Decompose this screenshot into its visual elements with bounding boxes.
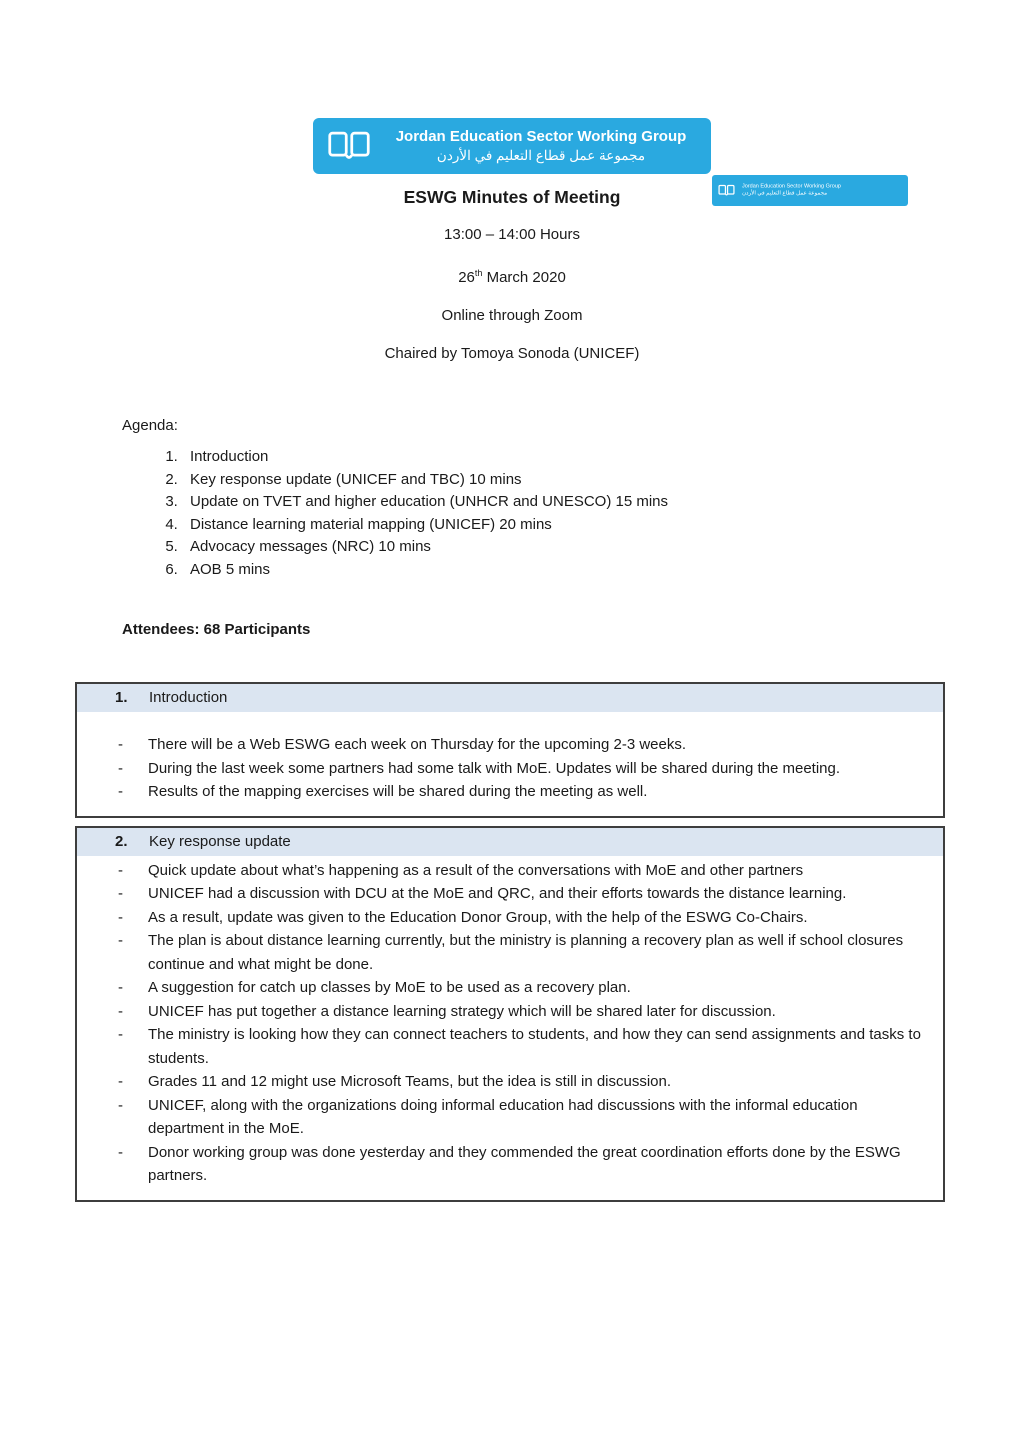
bullet-text: Results of the mapping exercises will be shared during the meeting as well.	[148, 783, 648, 800]
bullet-item	[118, 1070, 929, 1094]
section-1-table	[75, 682, 945, 818]
bullet-item	[118, 1000, 929, 1024]
bullet-item	[118, 733, 929, 757]
bullet-item	[118, 859, 929, 883]
bullet-item	[118, 882, 929, 906]
section-title: Key response update	[149, 832, 291, 850]
dash-marker	[118, 1070, 148, 1094]
bullet-item	[118, 929, 929, 976]
agenda-item: 4. Distance learning material mapping (UNICEF) 20 mins	[182, 514, 1024, 537]
bullet-item	[118, 1023, 929, 1070]
bullet-text: UNICEF has put together a distance learning strategy which will be shared later for discussion.	[148, 1002, 776, 1020]
open-book-icon	[327, 130, 371, 162]
section-1-header	[77, 684, 943, 712]
header-logo-small	[712, 175, 908, 206]
bullet-item	[118, 1094, 929, 1141]
bullet-text: During the last week some partners had some talk with MoE. Updates will be shared during the meeting.	[148, 759, 841, 777]
agenda-item: 2. Key response update (UNICEF and TBC) 10 mins	[182, 469, 1024, 492]
bullet-text: The plan is about distance learning currently, but the ministry is planning a recovery plan as well if school closures continue and what might be done.	[148, 932, 904, 973]
agenda-list	[122, 446, 1024, 581]
date-day: 26	[458, 269, 475, 286]
bullet-text: Grades 11 and 12 might use Microsoft Teams, but the idea is still in discussion.	[148, 1073, 672, 1090]
bullet-text: UNICEF, along with the organizations doing informal education had discussions with the informal education department in the MoE.	[148, 1096, 858, 1137]
meeting-date	[0, 261, 1024, 290]
bullet-item	[118, 1141, 929, 1188]
logo-name-ar: مجموعة عمل قطاع التعليم في الأردن	[742, 190, 828, 197]
section-2-header	[77, 828, 943, 856]
agenda-item: 1. Introduction	[182, 446, 1024, 469]
bullet-text: The ministry is looking how they can connect teachers to students, and how they can send assignments and tasks to students.	[148, 1026, 921, 1067]
logo-name-en: Jordan Education Sector Working Group	[395, 127, 687, 145]
open-book-icon	[718, 184, 735, 197]
meeting-chair: Chaired by Tomoya Sonoda (UNICEF)	[384, 345, 640, 362]
section-1-body	[77, 712, 943, 816]
logo-name-ar: مجموعة عمل قطاع التعليم في الأردن	[436, 147, 646, 163]
page-title: ESWG Minutes of Meeting	[403, 187, 621, 207]
dash-marker	[118, 859, 148, 883]
main-logo	[313, 118, 711, 174]
dash-marker	[118, 1141, 148, 1188]
agenda-section	[122, 417, 1024, 581]
dash-marker	[118, 1094, 148, 1141]
section-number: 1.	[115, 689, 128, 706]
dash-marker	[118, 906, 148, 930]
dash-marker	[118, 882, 148, 906]
dash-marker	[118, 780, 148, 804]
bullet-text: As a result, update was given to the Education Donor Group, with the help of the ESWG Co-Chairs.	[148, 908, 808, 926]
logo-text	[742, 184, 841, 198]
date-rest: March 2020	[482, 269, 566, 286]
dash-marker	[118, 757, 148, 781]
dash-marker	[118, 1023, 148, 1070]
section-2-body	[77, 856, 943, 1200]
logo-name-en: Jordan Education Sector Working Group	[742, 183, 842, 190]
bullet-text: Donor working group was done yesterday and they commended the great coordination efforts done by the ESWG partners.	[148, 1143, 901, 1184]
agenda-heading: Agenda:	[122, 417, 178, 434]
dash-marker	[118, 733, 148, 757]
date-ordinal: th	[474, 268, 483, 278]
agenda-item: 3. Update on TVET and higher education (UNHCR and UNESCO) 15 mins	[182, 491, 1024, 514]
section-2-table	[75, 826, 945, 1202]
meeting-time: 13:00 – 14:00 Hours	[444, 226, 580, 243]
section-number: 2.	[115, 832, 128, 850]
meeting-location: Online through Zoom	[441, 307, 583, 324]
logo-text	[385, 128, 697, 164]
bullet-item	[118, 780, 929, 804]
dash-marker	[118, 976, 148, 1000]
bullet-text: Quick update about what’s happening as a result of the conversations with MoE and other partners	[148, 861, 804, 879]
agenda-item: 6. AOB 5 mins	[182, 559, 1024, 582]
bullet-item	[118, 906, 929, 930]
section-title: Introduction	[149, 689, 228, 706]
document-page	[0, 118, 1024, 1443]
bullet-item	[118, 976, 929, 1000]
dash-marker	[118, 929, 148, 976]
dash-marker	[118, 1000, 148, 1024]
bullet-item	[118, 757, 929, 781]
attendees-line: Attendees: 68 Participants	[122, 621, 311, 638]
agenda-item: 5. Advocacy messages (NRC) 10 mins	[182, 536, 1024, 559]
bullet-text: There will be a Web ESWG each week on Thursday for the upcoming 2-3 weeks.	[148, 736, 687, 753]
bullet-text: UNICEF had a discussion with DCU at the MoE and QRC, and their efforts towards the distance learning.	[148, 885, 847, 902]
bullet-text: A suggestion for catch up classes by MoE to be used as a recovery plan.	[148, 979, 631, 996]
